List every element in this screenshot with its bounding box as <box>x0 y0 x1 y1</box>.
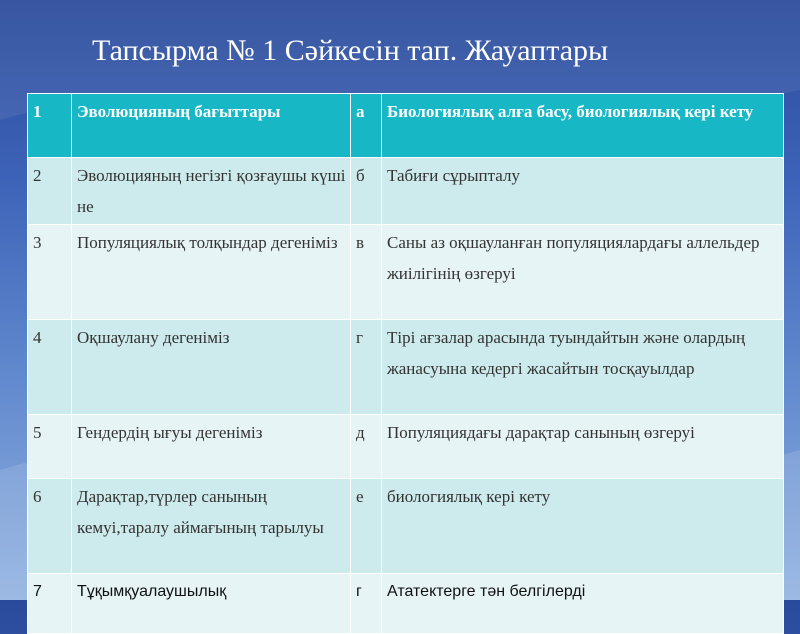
row-letter: е <box>351 479 382 574</box>
row-letter: б <box>351 158 382 225</box>
table-row <box>28 574 784 634</box>
row-answer: Саны аз оқшауланған популяциялардағы аллельдер жиілігінің өзгеруі <box>382 225 784 320</box>
row-number: 5 <box>28 415 72 479</box>
row-question: Дарақтар,түрлер санының кемуі,таралу аймағының тарылуы <box>72 479 351 574</box>
row-number: 4 <box>28 320 72 415</box>
row-number: 7 <box>28 574 72 634</box>
row-number: 6 <box>28 479 72 574</box>
row-question: Тұқымқуалаушылық <box>72 574 351 634</box>
row-question: Оқшаулану дегеніміз <box>72 320 351 415</box>
row-letter: д <box>351 415 382 479</box>
row-letter: г <box>351 574 382 634</box>
row-answer: Популяциядағы дарақтар санының өзгеруі <box>382 415 784 479</box>
row-letter: в <box>351 225 382 320</box>
row-number: 2 <box>28 158 72 225</box>
table-row <box>28 479 784 574</box>
row-letter: г <box>351 320 382 415</box>
slide-title: Тапсырма № 1 Сәйкесін тап. Жауаптары <box>92 34 609 67</box>
row-answer: Тірі ағзалар арасында туындайтын және олардың жанасуына кедергі жасайтын тосқауылдар <box>382 320 784 415</box>
table-row <box>28 415 784 479</box>
row-answer: Биологиялық алға басу, биологиялық кері кету <box>382 94 784 158</box>
table-row <box>28 225 784 320</box>
row-question: Популяциялық толқындар дегеніміз <box>72 225 351 320</box>
row-answer: биологиялық кері кету <box>382 479 784 574</box>
matching-table <box>27 93 784 634</box>
row-letter: а <box>351 94 382 158</box>
row-question: Эволюцияның бағыттары <box>72 94 351 158</box>
table-row <box>28 158 784 225</box>
table-row <box>28 94 784 158</box>
row-question: Гендердің ығуы дегеніміз <box>72 415 351 479</box>
row-number: 3 <box>28 225 72 320</box>
row-answer: Табиғи сұрыпталу <box>382 158 784 225</box>
row-answer: Ататектерге тән белгілерді <box>382 574 784 634</box>
row-number: 1 <box>28 94 72 158</box>
table-row <box>28 320 784 415</box>
row-question: Эволюцияның негізгі қозғаушы күші не <box>72 158 351 225</box>
